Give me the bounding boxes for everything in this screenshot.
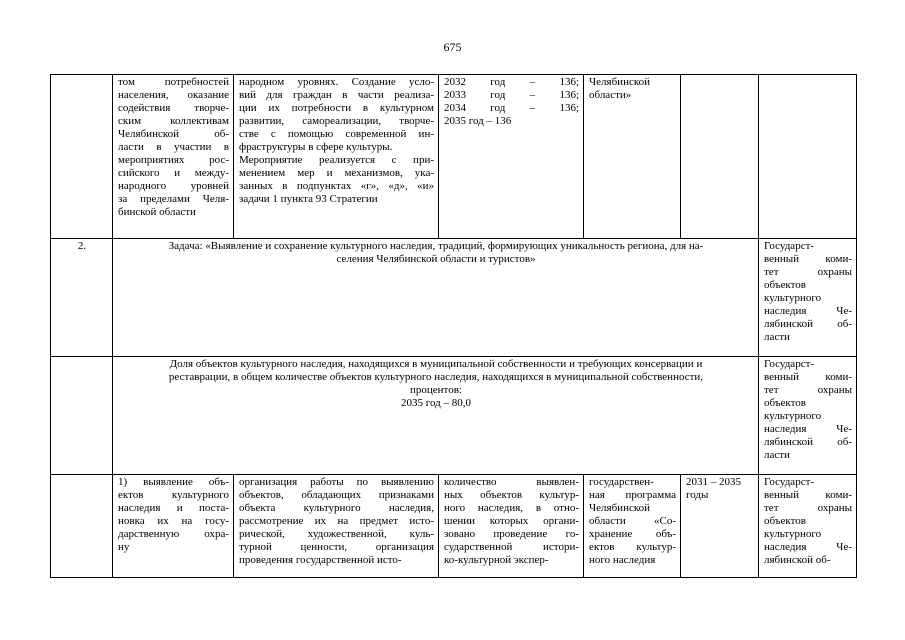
row3-number-cell [51, 357, 113, 475]
text-line: тет охраны [764, 266, 852, 278]
text-line: наследия и поста- [118, 502, 229, 514]
row4-responsible-cell [759, 475, 857, 578]
text-line: новка их на госу- [118, 515, 229, 527]
table-row [51, 75, 857, 239]
text-line: турной ценности, организация [239, 541, 434, 553]
text-line: объектов [764, 515, 806, 527]
text-line: Государст- [764, 358, 815, 370]
row4-measure-lines [118, 476, 229, 576]
row4-program-lines [589, 476, 676, 576]
text-line: реставрации, в общем количестве объектов культурного наследия, находящихся в муниципальной собственности, [168, 371, 704, 383]
row4-description-cell [234, 475, 439, 578]
row3-indicator-cell [113, 357, 759, 475]
text-line: селения Челябинской области и туристов» [336, 253, 536, 265]
text-line: ектов культурного [118, 489, 229, 501]
row1-measure-lines [118, 76, 229, 219]
row1-source-lines [589, 76, 676, 102]
row4-measure-cell [113, 475, 234, 578]
text-line: народного уровней [118, 180, 229, 192]
text-line: 2034 год – 136; [444, 102, 579, 114]
row2-responsible-cell [759, 239, 857, 357]
row1-responsible-cell [759, 75, 857, 239]
text-line: Государст- [764, 476, 815, 488]
text-line: ласти [764, 449, 790, 461]
text-line: сударственной истори- [444, 541, 579, 553]
text-line: Челябинской [589, 502, 651, 514]
text-line: государствен- [589, 476, 654, 488]
row2-task-cell [113, 239, 759, 357]
text-line: Доля объектов культурного наследия, находящихся в муниципальной собственности и требующих консервации и [169, 358, 703, 370]
text-line: 2032 год – 136; [444, 76, 579, 88]
table-row [51, 475, 857, 578]
text-line: мероприятиях рос- [118, 154, 229, 166]
text-line: стве с помощью современной ин- [239, 128, 434, 140]
text-line: объекта культурного наследия, [239, 502, 434, 514]
text-line: наследия Че- [764, 541, 852, 553]
text-line: дарственную охра- [118, 528, 229, 540]
text-line: количество выявлен- [444, 476, 579, 488]
row1-indicator-cell [439, 75, 584, 239]
row1-period-cell [681, 75, 759, 239]
text-line: наследия Че- [764, 305, 852, 317]
text-line: культурного [764, 292, 822, 304]
text-line: ласти в участии в [118, 141, 229, 153]
text-line: культурного [764, 410, 822, 422]
row2-task-lines [118, 240, 754, 266]
text-line: том потребностей [118, 76, 229, 88]
text-line: 2035 год – 136 [444, 115, 512, 127]
text-line: Мероприятие реализуется с при- [239, 154, 434, 166]
text-line: рической, художественной, куль- [239, 528, 434, 540]
text-line: культурного [764, 528, 822, 540]
text-line: ного наследия [589, 554, 656, 566]
text-line: рассмотрение их на предмет исто- [239, 515, 434, 527]
text-line: ного наследия, в отно- [444, 502, 579, 514]
text-line: лябинской об- [764, 554, 831, 566]
text-line: за пределами Челя- [118, 193, 229, 205]
text-line: Челябинской об- [118, 128, 229, 140]
text-line: тет охраны [764, 502, 852, 514]
table-row [51, 239, 857, 357]
text-line: ским коллективам [118, 115, 229, 127]
row4-description-lines [239, 476, 434, 576]
row4-period-cell [681, 475, 759, 578]
text-line: объектов [764, 279, 806, 291]
text-line: наследия Че- [764, 423, 852, 435]
row2-responsible-lines [764, 240, 852, 344]
row4-responsible-lines [764, 476, 852, 576]
text-line: лябинской об- [764, 436, 852, 448]
row1-source-cell [584, 75, 681, 239]
row4-number-cell [51, 475, 113, 578]
text-line: ных объектов культур- [444, 489, 579, 501]
text-line: Челябинской [589, 76, 651, 88]
text-line: ектов культур- [589, 541, 676, 553]
text-line: ласти [764, 331, 790, 343]
text-line: 2035 год – 80,0 [400, 397, 472, 409]
text-line: ная программа [589, 489, 676, 501]
text-line: организация работы по выявлению [239, 476, 434, 488]
text-line: 1) выявление объ- [118, 476, 229, 488]
text-line: хранение объ- [589, 528, 676, 540]
text-line: сийского и между- [118, 167, 229, 179]
text-line: содействия творче- [118, 102, 229, 114]
text-line: развитии, самореализации, творче- [239, 115, 434, 127]
text-line: бинской области [118, 206, 196, 218]
row4-indicator-lines [444, 476, 579, 576]
text-line: области» [589, 89, 632, 101]
text-line: тет охраны [764, 384, 852, 396]
text-line: Государст- [764, 240, 815, 252]
table-row [51, 357, 857, 475]
text-line: народном уровнях. Создание усло- [239, 76, 434, 88]
program-table [50, 74, 857, 578]
text-line: вий для граждан в части реализа- [239, 89, 434, 101]
row3-indicator-lines [118, 358, 754, 410]
text-line: фраструктуры в сфере культуры. [239, 141, 393, 153]
text-line: венный коми- [764, 371, 852, 383]
row4-indicator-cell [439, 475, 584, 578]
row1-number-cell [51, 75, 113, 239]
text-line: зовано проведение го- [444, 528, 579, 540]
page-number: 675 [443, 40, 462, 54]
text-line: ну [118, 541, 130, 553]
row2-number-cell: 2. [51, 239, 113, 357]
row3-responsible-lines [764, 358, 852, 462]
text-line: населения, оказание [118, 89, 229, 101]
row1-measure-cell [113, 75, 234, 239]
row1-description-cell [234, 75, 439, 239]
text-line: задачи 1 пункта 93 Стратегии [239, 193, 378, 205]
row1-description-para1 [239, 76, 434, 154]
text-line: проведения государственной исто- [239, 554, 402, 566]
text-line: шении которых органи- [444, 515, 579, 527]
text-line: процентов: [410, 384, 462, 396]
row3-responsible-cell [759, 357, 857, 475]
text-line: венный коми- [764, 253, 852, 265]
text-line: ции их потребности в культурном [239, 102, 434, 114]
text-line: занных в подпунктах «г», «д», «и» [239, 180, 434, 192]
text-line: объектов [764, 397, 806, 409]
row4-period-text: 2031 – 2035 годы [686, 476, 741, 501]
text-line: объектов, обладающих признаками [239, 489, 434, 501]
text-line: области «Со- [589, 515, 676, 527]
row1-indicator-lines [444, 76, 579, 128]
text-line: венный коми- [764, 489, 852, 501]
row4-program-cell [584, 475, 681, 578]
text-line: лябинской об- [764, 318, 852, 330]
row1-description-para2 [239, 154, 434, 206]
text-line: менением мер и механизмов, ука- [239, 167, 434, 179]
text-line: ко-культурной экспер- [444, 554, 549, 566]
text-line: Задача: «Выявление и сохранение культурного наследия, традиций, формирующих уникальность региона, для на- [168, 240, 704, 252]
text-line: 2033 год – 136; [444, 89, 579, 101]
